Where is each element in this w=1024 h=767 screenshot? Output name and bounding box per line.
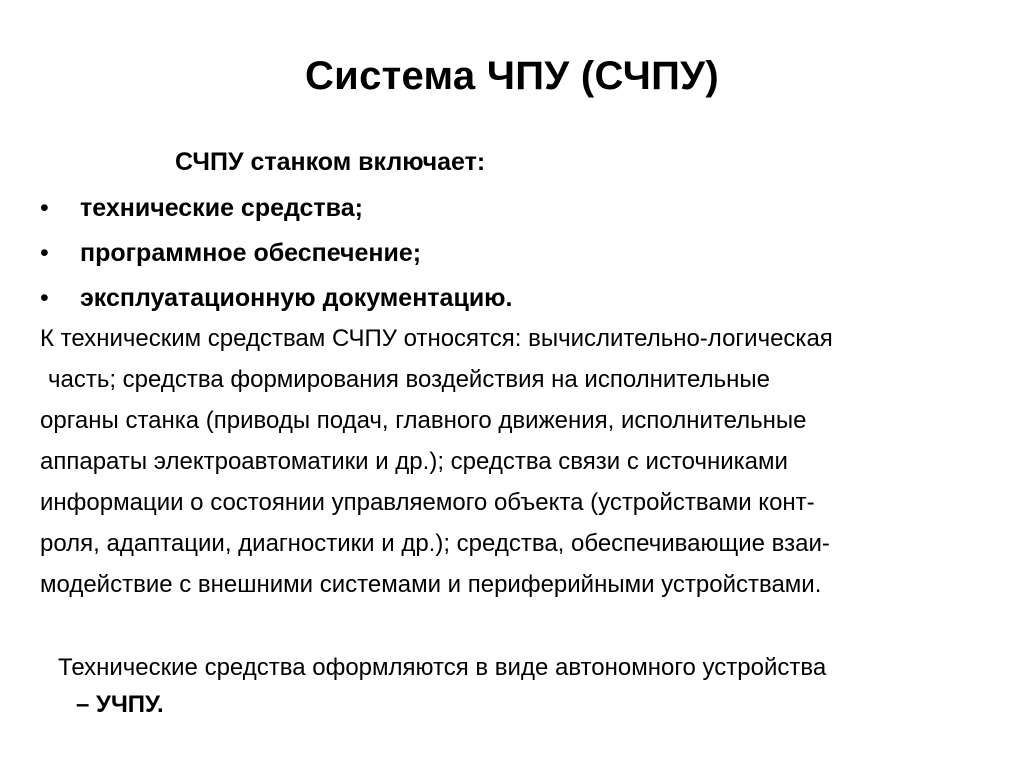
paragraph-line: модействие с внешними системами и периферийными устройствами.	[40, 571, 822, 598]
paragraph-line: органы станка (приводы подач, главного движения, исполнительные	[40, 407, 807, 434]
paragraph-line: часть; средства формирования воздействия на исполнительные	[48, 366, 770, 393]
bullet-marker: •	[40, 239, 49, 267]
conclusion-term: – УЧПУ.	[76, 691, 164, 718]
intro-text: СЧПУ станком включает:	[175, 148, 486, 176]
paragraph-line: информации о состоянии управляемого объекта (устройствами конт-	[40, 489, 815, 516]
bullet-marker: •	[40, 194, 49, 222]
paragraph-line: роля, адаптации, диагностики и др.); средства, обеспечивающие взаи-	[40, 530, 830, 557]
bullet-text: технические средства;	[80, 194, 363, 222]
bullet-text: эксплуатационную документацию.	[80, 284, 513, 312]
body-paragraph	[40, 318, 833, 605]
slide-title: Система ЧПУ (СЧПУ)	[305, 54, 719, 98]
bullet-text: программное обеспечение;	[80, 239, 422, 267]
conclusion-text: Технические средства оформляются в виде автономного устройства	[58, 654, 827, 681]
paragraph-line: К техническим средствам СЧПУ относятся: вычислительно-логическая	[40, 325, 833, 352]
bullet-marker: •	[40, 284, 49, 312]
paragraph-line: аппараты электроавтоматики и др.); средства связи с источниками	[40, 448, 788, 475]
